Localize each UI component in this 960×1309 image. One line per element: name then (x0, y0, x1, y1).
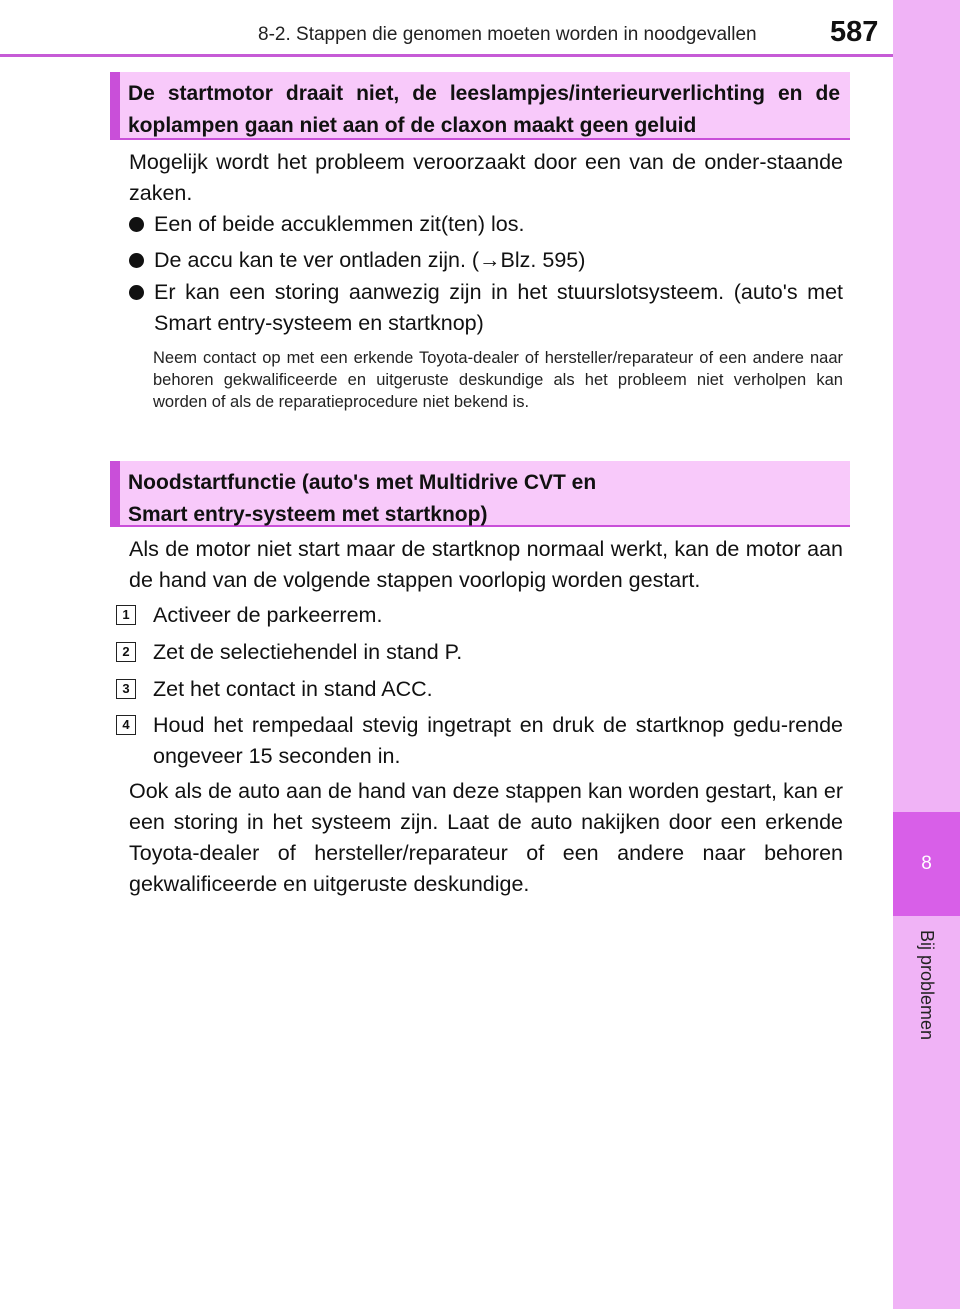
step-number: 2 (116, 642, 136, 662)
chapter-number-tab[interactable]: 8 (893, 812, 960, 916)
chapter-label: Bij problemen (917, 930, 937, 1041)
heading-line: Smart entry-systeem met startknop) (128, 503, 488, 526)
section-intro: Mogelijk wordt het probleem veroorzaakt door een van de onder-staande zaken. (129, 150, 843, 205)
step-text: Houd het rempedaal stevig ingetrapt en druk de startknop gedu-rende ongeveer 15 seconden in. (153, 713, 843, 768)
info-note: Neem contact op met een erkende Toyota-dealer of hersteller/reparateur of een andere naar behoren gekwalificeerde en uitgeruste deskundige als het probleem niet verholpen kan worden of als de reparatieprocedure niet bekend is. (153, 349, 843, 411)
bullet-text: Een of beide accuklemmen zit(ten) los. (154, 212, 525, 236)
list-item (129, 209, 843, 240)
heading-line: Noodstartfunctie (auto's met Multidrive CVT en (128, 471, 597, 494)
step-number: 4 (116, 715, 136, 735)
bullet-icon (129, 285, 144, 300)
side-tab (893, 0, 960, 1309)
section-heading-emergency-start (110, 461, 850, 527)
bullet-text: Er kan een storing aanwezig zijn in het stuurslotsysteem. (auto's met Smart entry-systeem en startknop) (154, 280, 843, 335)
section-intro: Als de motor niet start maar de startknop normaal werkt, kan de motor aan de hand van de volgende stappen voorlopig worden gestart. (129, 537, 843, 592)
section-title: 8-2. Stappen die genomen moeten worden in noodgevallen (258, 24, 757, 45)
step-item (116, 637, 843, 668)
bullet-icon (129, 217, 144, 232)
bullet-icon (129, 253, 144, 268)
step-item (116, 674, 843, 705)
list-item (129, 245, 843, 276)
step-number: 1 (116, 605, 136, 625)
step-text: Zet het contact in stand ACC. (153, 677, 433, 701)
step-text: Activeer de parkeerrem. (153, 603, 383, 627)
step-item (116, 600, 843, 631)
section-heading-starter: De startmotor draait niet, de leeslampjes/interieurverlichting en de koplampen gaan niet aan of de claxon maakt geen geluid (110, 72, 850, 140)
step-number: 3 (116, 679, 136, 699)
bullet-text: De accu kan te ver ontladen zijn. (→Blz. 595) (154, 248, 586, 272)
section-outro: Ook als de auto aan de hand van deze stappen kan worden gestart, kan er een storing in het systeem zijn. Laat de auto nakijken door een erkende Toyota-dealer of hersteller/reparateur of een andere naar behoren gekwalificeerde en uitgeruste deskundige. (129, 779, 843, 896)
page-number: 587 (830, 16, 879, 48)
step-item (116, 710, 843, 772)
step-text: Zet de selectiehendel in stand P. (153, 640, 463, 664)
list-item (129, 277, 843, 339)
header-divider (0, 54, 893, 57)
